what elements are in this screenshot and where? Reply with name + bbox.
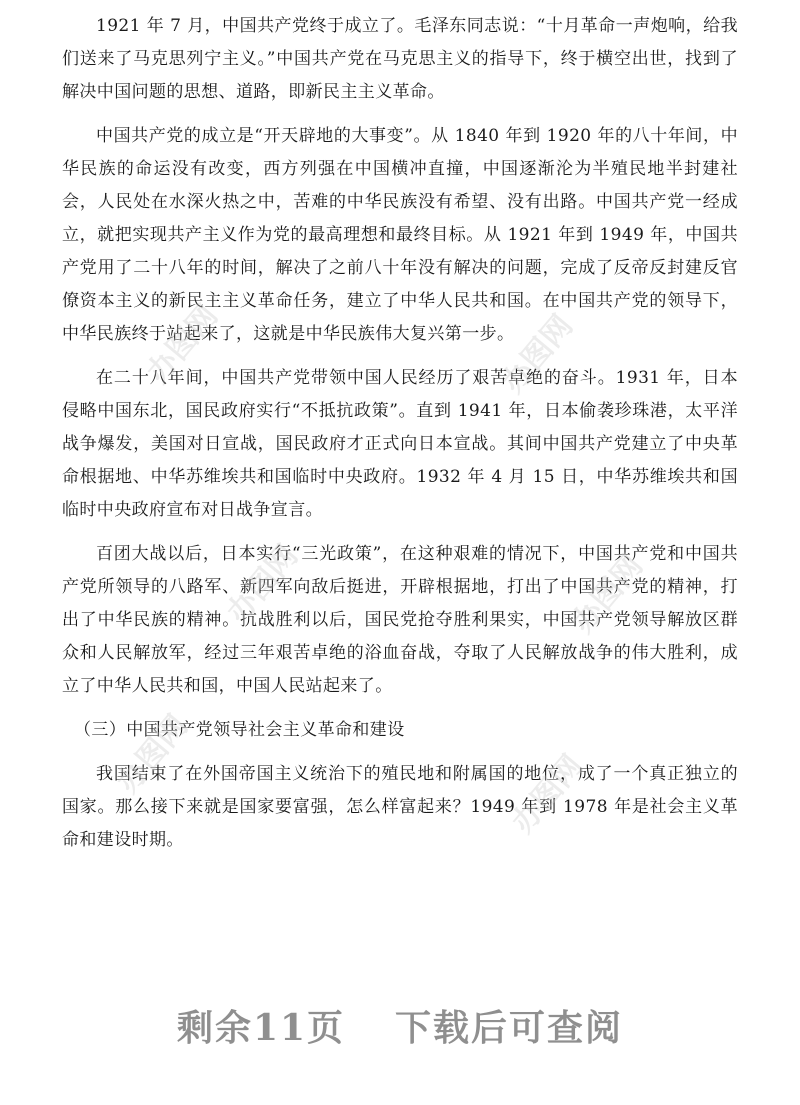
paragraph-4: 百团大战以后，日本实行“三光政策”，在这种艰难的情况下，中国共产党和中国共产党所领导的八路军、新四军向敌后挺进，开辟根据地，打出了中国共产党的精神，打出了中华民族的精神。抗战胜利以后，国民党抢夺胜利果实，中国共产党领导解放区群众和人民解放军，经过三年艰苦卓绝的浴血奋战，夺取了人民解放战争的伟大胜利，成立了中华人民共和国，中国人民站起来了。 [62,544,738,696]
watermark-4: 办图网 [565,548,651,640]
document-body [62,10,738,868]
paragraph-1: 1921 年 7 月，中国共产党终于成立了。毛泽东同志说：“十月革命一声炮响，给我们送来了马克思列宁主义。”中国共产党在马克思主义的指导下，终于横空出世，找到了解决中国问题的思想、道路，即新民主主义革命。 [62,16,738,102]
remaining-pages-text: 剩余11页 [176,1007,346,1049]
download-banner[interactable] [0,1000,800,1051]
watermark-2: 办图网 [495,308,581,400]
paragraph-5: 我国结束了在外国帝国主义统治下的殖民地和附属国的地位，成了一个真正独立的国家。那么接下来就是国家要富强，怎么样富起来？1949 年到 1978 年是社会主义革命和建设时期。 [62,764,738,850]
watermark-1: 办图网 [140,298,226,390]
watermark-3: 办图网 [220,538,306,630]
watermark-6: 办图网 [505,748,591,840]
watermark-5: 办图网 [110,708,196,800]
paragraph-3: 在二十八年间，中国共产党带领中国人民经历了艰苦卓绝的奋斗。1931 年，日本侵略中国东北，国民政府实行“不抵抗政策”。直到 1941 年，日本偷袭珍珠港，太平洋战争爆发，美国对日宣战，国民政府才正式向日本宣战。其间中国共产党建立了中央革命根据地、中华苏维埃共和国临时中央政府。1932 年 4 月 15 日，中华苏维埃共和国临时中央政府宣布对日战争宣言。 [62,368,738,520]
download-prompt-text: 下载后可查阅 [395,1007,624,1049]
paragraph-2: 中国共产党的成立是“开天辟地的大事变”。从 1840 年到 1920 年的八十年间，中华民族的命运没有改变，西方列强在中国横冲直撞，中国逐渐沦为半殖民地半封建社会，人民处在水深火热之中，苦难的中华民族没有希望、没有出路。中国共产党一经成立，就把实现共产主义作为党的最高理想和最终目标。从 1921 年到 1949 年，中国共产党用了二十八年的时间，解决了之前八十年没有解决的问题，完成了反帝反封建反官僚资本主义的新民主主义革命任务，建立了中华人民共和国。在中国共产党的领导下，中华民族终于站起来了，这就是中华民族伟大复兴第一步。 [62,126,738,344]
section-heading: （三）中国共产党领导社会主义革命和建设 [74,720,405,740]
